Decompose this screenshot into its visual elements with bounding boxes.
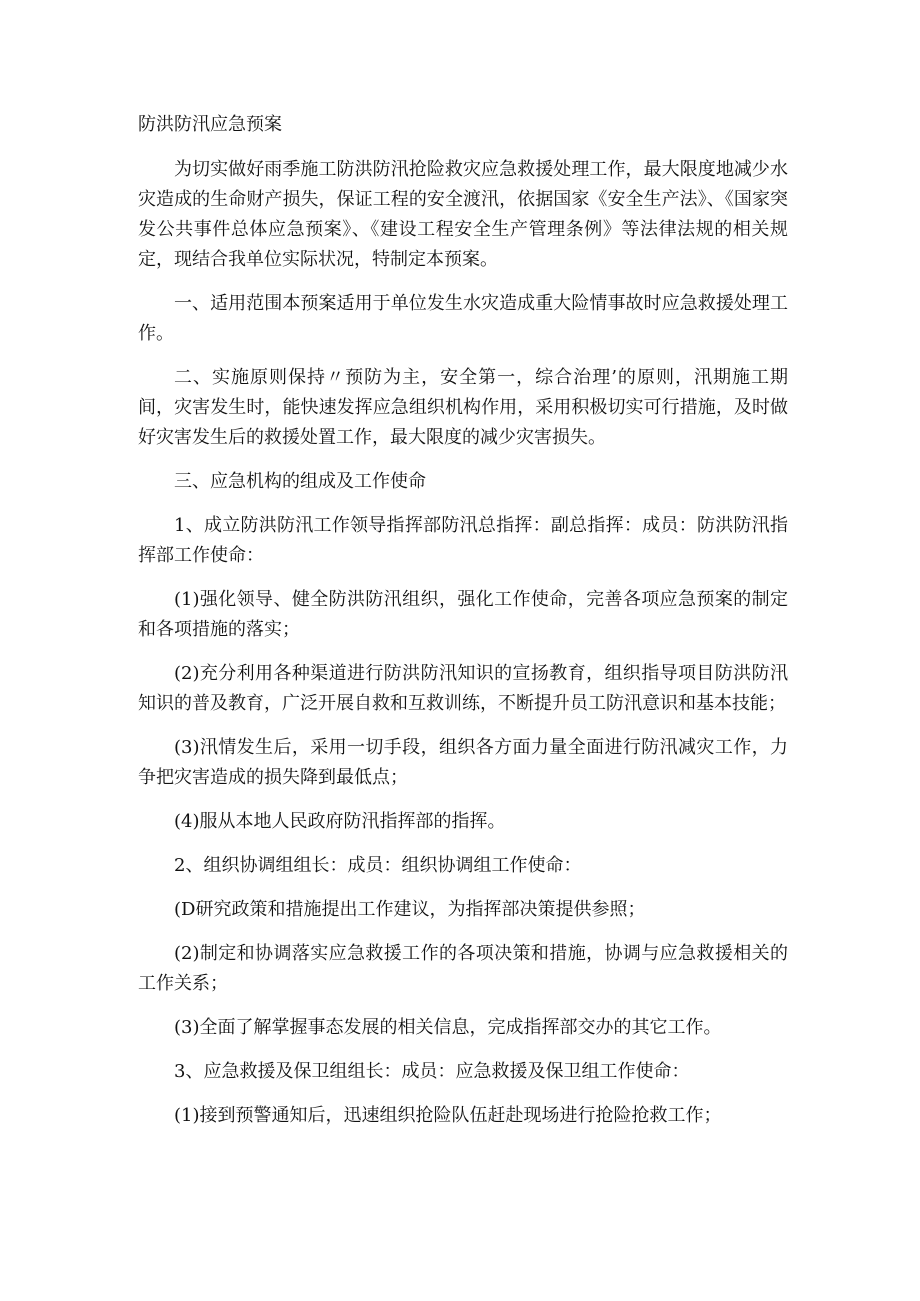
item-command-headquarters: 1、成立防洪防汛工作领导指挥部防汛总指挥：副总指挥：成员：防洪防汛指挥部工作使命： bbox=[138, 515, 788, 566]
item-rescue-security-group: 3、应急救援及保卫组组长：成员：应急救援及保卫组工作使命： bbox=[174, 1061, 690, 1082]
duty-item: (1)强化领导、健全防洪防汛组织，强化工作使命，完善各项应急预案的制定和各项措施的落实； bbox=[138, 589, 788, 640]
duty-item: (4)服从本地人民政府防汛指挥部的指挥。 bbox=[174, 811, 506, 832]
section-principles: 二、实施原则保持〃预防为主，安全第一，综合治理’的原则，汛期施工期间，灾害发生时，能快速发挥应急组织机构作用，采用积极切实可行措施，及时做好灾害发生后的救援处置工作，最大限度的减少灾害损失。 bbox=[138, 367, 788, 448]
duty-item: (1)接到预警通知后，迅速组织抢险队伍赶赴现场进行抢险抢救工作； bbox=[174, 1105, 722, 1126]
duty-item: (2)制定和协调落实应急救援工作的各项决策和措施，协调与应急救援相关的工作关系； bbox=[138, 943, 788, 994]
duty-item: (D研究政策和措施提出工作建议，为指挥部决策提供参照； bbox=[174, 899, 646, 920]
duty-item: (3)汛情发生后，采用一切手段，组织各方面力量全面进行防汛减灾工作，力争把灾害造成的损失降到最低点； bbox=[138, 737, 788, 788]
duty-item: (3)全面了解掌握事态发展的相关信息，完成指挥部交办的其它工作。 bbox=[174, 1017, 722, 1038]
item-coordination-group: 2、组织协调组组长：成员：组织协调组工作使命： bbox=[174, 855, 582, 876]
document-title: 防洪防汛应急预案 bbox=[138, 114, 282, 135]
section-scope: 一、适用范围本预案适用于单位发生水灾造成重大险情事故时应急救援处理工作。 bbox=[138, 293, 788, 344]
intro-paragraph: 为切实做好雨季施工防洪防汛抢险救灾应急救援处理工作，最大限度地减少水灾造成的生命财产损失，保证工程的安全渡汛，依据国家《安全生产法》、《国家突发公共事件总体应急预案》、《建设工程安全生产管理条例》等法律法规的相关规定，现结合我单位实际状况，特制定本预案。 bbox=[138, 159, 788, 270]
section-organization-heading: 三、应急机构的组成及工作使命 bbox=[174, 471, 426, 492]
document-body bbox=[138, 110, 788, 1145]
duty-item: (2)充分利用各种渠道进行防洪防汛知识的宣扬教育，组织指导项目防洪防汛知识的普及教育，广泛开展自救和互救训练，不断提升员工防汛意识和基本技能； bbox=[138, 663, 788, 714]
